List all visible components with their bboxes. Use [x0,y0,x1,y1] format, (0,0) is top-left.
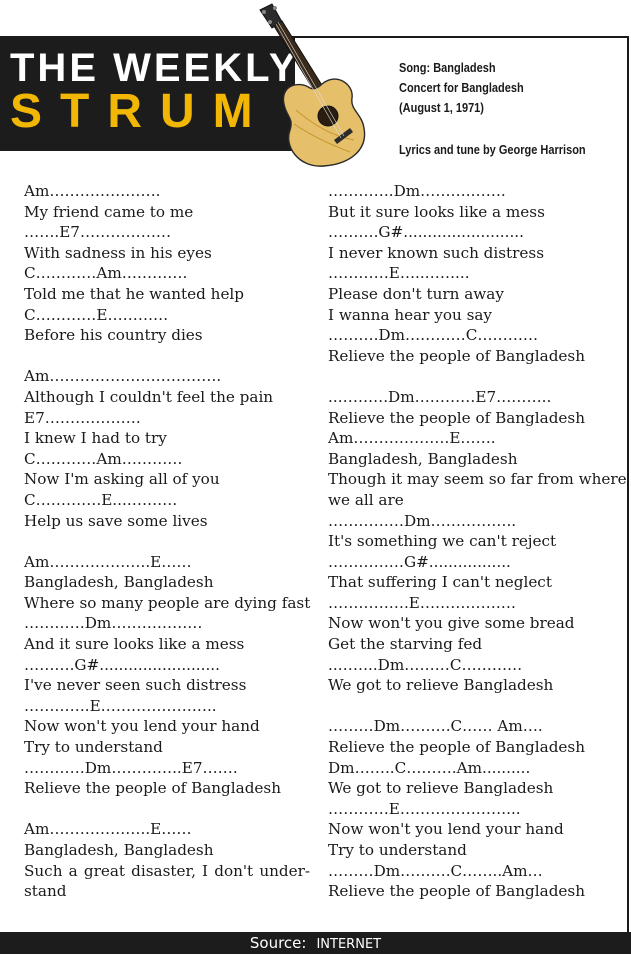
lyric-line: Now won't you lend your hand [24,717,260,736]
verse-gap [24,531,310,552]
lyric-line: ……….Dm…………C………… [328,326,539,345]
lyric-line: And it sure looks like a mess [24,635,245,654]
lyric-line: ………Dm……….C……..Am… [328,861,543,880]
lyric-line: E7………………. [24,408,141,427]
lyric-line: That suffering I can't neglect [328,573,552,592]
verse-gap [328,696,627,717]
lyric-line: ..……….Dm…………E7……….. [328,387,552,406]
lyric-line: ……….G#......................... [24,655,220,674]
lyric-line: ……………Dm…………….. [328,511,517,530]
lyric-line: Bangladesh, Bangladesh [328,449,518,468]
lyric-line: …………E…………………... [328,799,521,818]
lyric-line: Now I'm asking all of you [24,470,220,489]
song-credit: Lyrics and tune by George Harrison [399,143,586,157]
lyric-line: ………….E………………….. [24,696,217,715]
guitar-icon [250,0,380,175]
lyric-line: I've never seen such distress [24,676,247,695]
lyric-line: ………….Dm……….……. [328,182,506,200]
lyric-line: Try to understand [24,738,163,757]
lyric-line: Help us save some lives [24,511,208,530]
lyric-line: Am……………………………. [24,367,222,386]
lyric-line: …………E…..……... [328,264,470,283]
lyric-line: Am………………..E…… [24,820,192,839]
lyric-line: Told me that he wanted help [24,284,245,303]
verse-gap [24,799,310,820]
lyric-line: ……………G#................. [328,552,511,571]
verse-gap [328,366,627,387]
lyric-line: Though it may seem so far from where [328,470,627,489]
guitar-soundhole [318,106,338,126]
lyric-line: we all are [328,490,404,509]
lyric-line: …………Dm……………… [24,614,203,633]
lyric-line: Relieve the people of Bangladesh [328,882,585,901]
source-label: Source: [249,934,307,952]
verse-gap [24,346,310,367]
lyric-line: We got to relieve Bangladesh [328,676,554,695]
lyric-line: Before his country dies [24,326,203,345]
lyric-line: …….E7……………… [24,223,172,242]
lyric-line: My friend came to me [24,202,194,221]
lyric-line: Now won't you give some bread [328,614,575,633]
lyric-line: Get the starving fed [328,635,483,654]
source-value: INTERNET [316,937,382,952]
lyric-line: Please don't turn away [328,284,504,303]
lyric-line: …………….E………………. [328,593,516,612]
source-footer [0,932,631,954]
lyric-line: I knew I had to try [24,429,167,448]
lyric-line: Where so many people are dying fast [24,593,311,612]
lyric-line: We got to relieve Bangladesh [328,779,554,798]
lyric-line: Although I couldn't feel the pain [24,387,274,406]
lyric-line: Am………………..E…… [24,552,192,571]
lyrics-left-column [24,181,310,902]
concert-date: (August 1, 1971) [399,101,484,115]
lyric-line: Relieve the people of Bangladesh [328,346,585,365]
masthead-title-line2: STRUM [10,85,271,138]
lyric-line: ………Dm……….C…… Am…. [328,717,543,736]
lyric-line: C…………Am………… [24,449,183,468]
lyric-line: Dm……..C……….Am.......... [328,758,531,777]
lyric-line: Am……………….E……. [328,429,496,448]
lyric-line: Bangladesh, Bangladesh [24,841,214,859]
lyric-line: I never known such distress [328,243,544,262]
lyric-line: Relieve the people of Bangladesh [328,408,585,427]
lyric-line: Relieve the people of Bangladesh [24,779,281,798]
lyric-line: Now won't you lend your hand [328,820,564,839]
lyric-line: ……….G#......................... [328,223,524,242]
lyric-line: Try to understand [328,841,467,859]
lyric-line: Relieve the people of Bangladesh [328,738,585,757]
song-title: Song: Bangladesh [399,61,496,75]
lyric-line: I wanna hear you say [328,305,492,324]
lyrics-right-column [328,181,627,902]
lyric-line: Such a great disaster, I don't under- [24,861,310,880]
lyric-line: ..……..Dm………C………… [328,655,523,674]
lyric-line: With sadness in his eyes [24,243,212,262]
lyric-line: C…………Am…………. [24,264,188,283]
lyric-line: But it sure looks like a mess [328,202,545,221]
lyric-line: …………Dm…………..E7……. [24,758,238,777]
lyric-line: Am…………………. [24,182,161,200]
lyric-line: Bangladesh, Bangladesh [24,573,214,592]
lyric-line: C………….E...………. [24,490,178,509]
lyric-line: It's something we can't reject [328,532,557,551]
masthead-title-line1: THE WEEKLY [10,46,299,90]
lyric-line: C…………E………… [24,305,169,324]
concert-name: Concert for Bangladesh [399,81,524,95]
lyric-line: stand [24,882,67,901]
